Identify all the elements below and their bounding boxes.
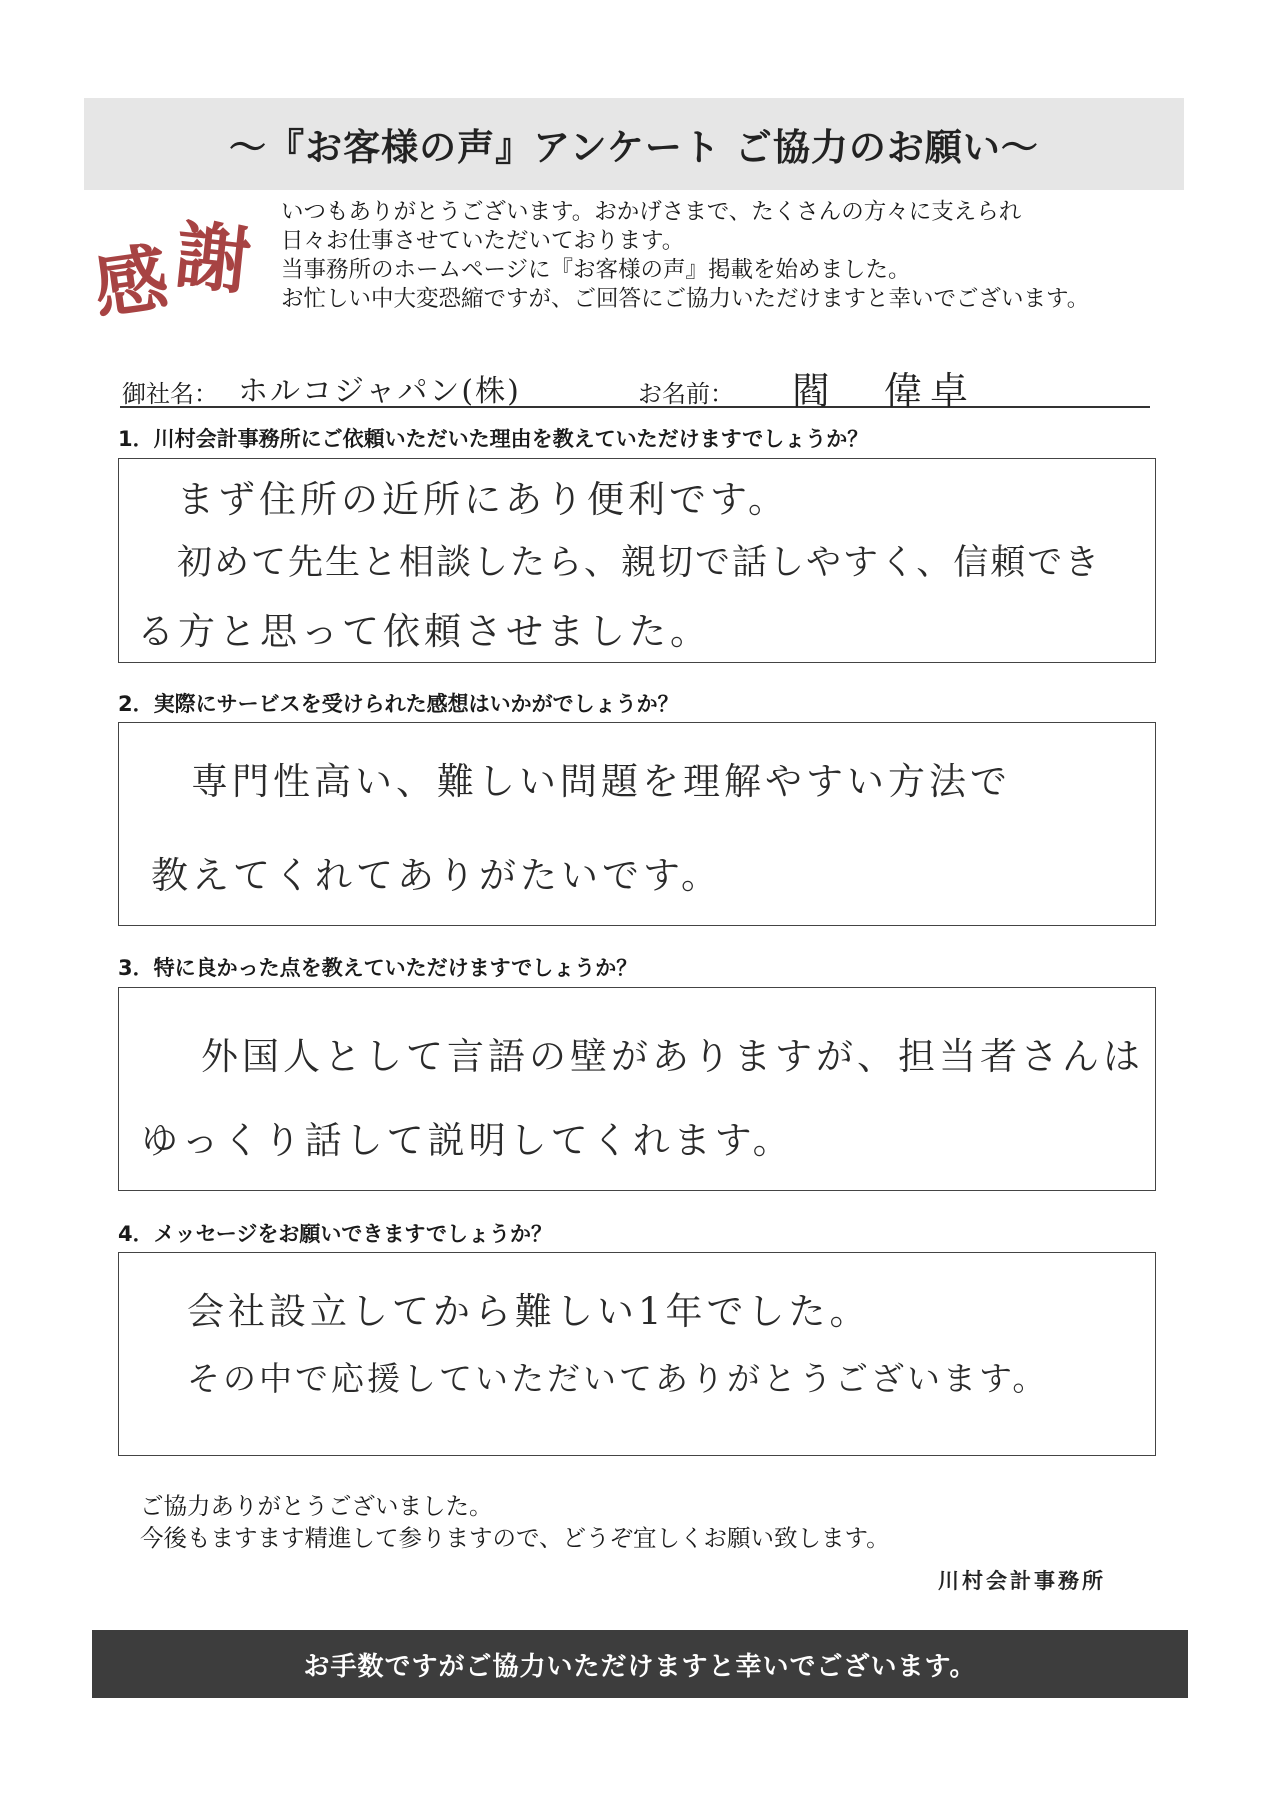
question-3: 3．特に良かった点を教えていただけますでしょうか？ <box>118 956 638 980</box>
kansha-stamp <box>88 212 262 332</box>
title-bar <box>84 98 1184 190</box>
intro-line: いつもありがとうございます。おかげさまで、たくさんの方々に支えられ <box>281 199 1022 225</box>
answer-1-line: 初めて先生と相談したら、親切で話しやすく、信頼でき <box>177 543 1102 583</box>
answer-box-4 <box>118 1252 1156 1456</box>
name-value: 閻 偉卓 <box>792 369 977 413</box>
answer-1-line: まず住所の近所にあり便利です。 <box>177 478 790 521</box>
question-4: 4．メッセージをお願いできますでしょうか？ <box>118 1222 552 1246</box>
answer-box-1 <box>118 458 1156 663</box>
office-signature: 川村会計事務所 <box>938 1568 1106 1593</box>
answer-3-line: 外国人として言語の壁がありますが、担当者さんは <box>201 1035 1144 1078</box>
question-1: 1．川村会計事務所にご依頼いただいた理由を教えていただけますでしょうか？ <box>118 427 869 451</box>
name-label: お名前： <box>638 380 734 408</box>
closing-line: 今後もますます精進して参りますので、どうぞ宜しくお願い致します。 <box>140 1524 890 1552</box>
answer-3-line: ゆっくり話して説明してくれます。 <box>141 1119 794 1162</box>
kansha-char-2: 謝 <box>171 212 255 306</box>
closing-line: ご協力ありがとうございました。 <box>140 1492 493 1520</box>
answer-box-2 <box>118 722 1156 926</box>
answer-4-line: その中で応援していただいてありがとうございます。 <box>187 1359 1049 1398</box>
answer-1-line: る方と思って依頼させました。 <box>137 610 711 653</box>
survey-title: ～『お客様の声』アンケート ご協力のお願い～ <box>229 126 1039 169</box>
footer-bar <box>92 1630 1188 1698</box>
answer-4-line: 会社設立してから難しい1年でした。 <box>187 1290 871 1333</box>
company-value: ホルコジャパン(株) <box>238 374 521 409</box>
closing-text <box>140 1490 890 1554</box>
intro-line: お忙しい中大変恐縮ですが、ご回答にご協力いただけますと幸いでございます。 <box>281 286 1090 312</box>
customer-info-row <box>120 368 1150 413</box>
answer-box-3 <box>118 987 1156 1191</box>
company-label: 御社名： <box>122 380 218 408</box>
intro-line: 日々お仕事させていただいております。 <box>281 228 685 254</box>
question-2: 2．実際にサービスを受けられた感想はいかがでしょうか？ <box>118 692 679 716</box>
kansha-char-1: 感 <box>88 235 174 331</box>
footer-text: お手数ですがご協力いただけますと幸いでございます。 <box>303 1651 977 1682</box>
answer-2-line: 教えてくれてありがたいです。 <box>151 854 723 897</box>
intro-text <box>281 198 1089 314</box>
intro-line: 当事務所のホームページに『お客様の声』掲載を始めました。 <box>281 257 911 283</box>
answer-2-line: 専門性高い、難しい問題を理解やすい方法で <box>191 760 1011 803</box>
